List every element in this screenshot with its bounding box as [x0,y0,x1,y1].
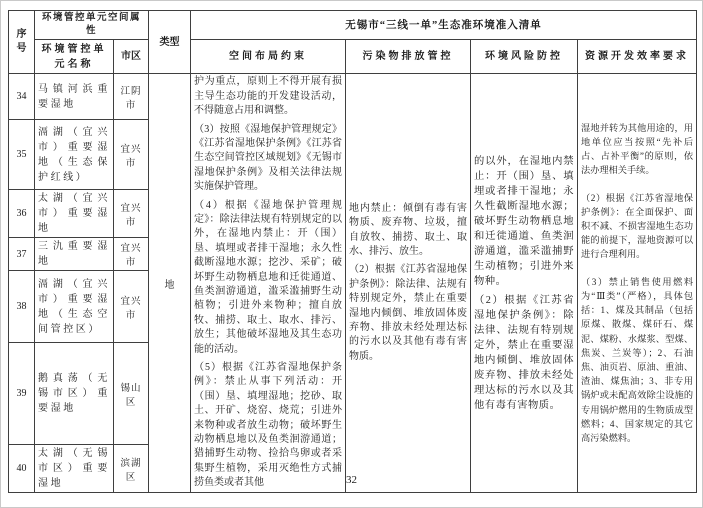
paragraph: （5）根据《江苏省湿地保护条例》：禁止从事下列活动：开（围）垦、填埋湿地；挖砂、取土、开矿、烧窑、烧荒；引进外来物种或者放生动物；破坏野生动物栖息地以及鱼类洄游通道；猎捕野生动物、捡拾鸟卵或者采集野生植物，采用灭绝性方式捕捞鱼类或者其他 [194,362,343,489]
row-unit-name: 鹅真荡（无锡市区）重要湿地 [35,343,114,445]
row-unit-name: 三氿重要湿地 [35,238,114,271]
row-district: 滨湖区 [114,445,149,493]
paragraph: （3）按照《湿地保护管理规定》《江苏省湿地保护条例》《江苏省生态空间管控区域规划》《无锡市湿地保护条例》及相关法律法规实施保护管理。 [194,123,343,193]
row-serial-number: 37 [9,238,35,271]
row-serial-number: 38 [9,271,35,343]
paragraph: 地内禁止：倾倒有毒有害物质、废弃物、垃圾，擅自放牧、捕捞、取土、取水、排污、放生。 [349,202,468,257]
paragraph: （2）根据《江苏省湿地保护条例》：在全面保护、面积不减、不损害湿地生态功能的前提下，湿地资源可以进行合理利用。 [581,192,694,260]
header-spatial-layout-constraints: 空间布局约束 [191,40,346,74]
header-pollutant-discharge-control: 污染物排放管控 [346,40,471,74]
header-environmental-risk-control: 环境风险防控 [471,40,578,74]
paragraph: （2）根据《江苏省湿地保护条例》：除法律、法规有特别规定外，禁止在重要湿地内倾倒、堆放固体废弃物、排放未经处理达标的污水以及其他有毒有害物质。 [349,264,468,362]
row-serial-number: 40 [9,445,35,493]
table-row [9,74,697,120]
pollutant-discharge-control-text [346,74,471,493]
row-unit-name: 滆湖（宜兴市）重要湿地（生态空间管控区） [35,271,114,343]
type-value-cell: 地 [149,74,191,493]
resource-efficiency-text [578,74,697,493]
header-list-title: 无锡市“三线一单”生态准环境准入清单 [191,11,697,40]
row-district: 宜兴市 [114,120,149,190]
row-unit-name: 马镇河浜重要湿地 [35,74,114,120]
row-serial-number: 35 [9,120,35,190]
row-unit-name: 太湖（宜兴市）重要湿地 [35,190,114,238]
paragraph: （2）根据《江苏省湿地保护条例》：除法律、法规有特别规定外，禁止在重要湿地内倾倒、堆放固体废弃物、排放未经处理达标的污水以及其他有毒有害物质。 [474,294,575,411]
header-unit-spatial-attributes: 环境管控单元空间属性 [35,11,149,40]
paragraph: （4）根据《湿地保护管理规定》：除法律法规有特别规定的以外，在湿地内禁止：开（围）垦、填埋或者排干湿地；永久性截断湿地水源；挖沙、采矿；破坏野生动物栖息地和迁徙通道、鱼类洄游通道，滥采滥捕野生动植物；引进外来物种；擅自放牧、捕捞、取土、取水、排污、放生；其他破坏湿地及其生态功能的活动。 [194,199,343,355]
row-unit-name: 太湖（无锡市区）重要湿地 [35,445,114,493]
header-type: 类型 [149,11,191,74]
row-district: 宜兴市 [114,190,149,238]
row-unit-name: 滆湖（宜兴市）重要湿地（生态保护红线） [35,120,114,190]
header-resource-efficiency-requirements: 资源开发效率要求 [578,40,697,74]
header-serial-number: 序号 [9,11,35,74]
header-unit-name: 环境管控单元名称 [35,40,114,74]
header-district: 市区 [114,40,149,74]
spatial-layout-constraints-text [191,74,346,493]
paragraph: 湿地并转为其他用途的，用地单位应当按照“先补后占、占补平衡”的原则，依法办理相关手续。 [581,122,694,176]
environmental-risk-control-text [471,74,578,493]
page-number: 32 [346,474,357,486]
row-serial-number: 36 [9,190,35,238]
row-district: 宜兴市 [114,238,149,271]
row-serial-number: 39 [9,343,35,445]
paragraph: 护为重点，原则上不得开展有损主导生态功能的开发建设活动，不得随意占用和调整。 [194,76,343,117]
row-district: 江阴市 [114,74,149,120]
environment-control-table [8,10,697,493]
row-district: 锡山区 [114,343,149,445]
row-serial-number: 34 [9,74,35,120]
paragraph: （3）禁止销售使用燃料为“Ⅲ类”（严格），具体包括：1、煤及其制品（包括原煤、散煤、煤矸石、煤泥、煤粉、水煤浆、型煤、焦炭、兰炭等）；2、石油焦、油页岩、原油、重油、渣油、煤焦油；3、非专用锅炉或未配高效除尘设施的专用锅炉燃用的生物质成型燃料；4、国家规定的其它高污染燃料。 [581,276,694,443]
row-district: 宜兴市 [114,271,149,343]
paragraph: 的以外，在湿地内禁止：开（围）垦、填埋或者排干湿地；永久性截断湿地水源；破坏野生动物栖息地和迁徙通道、鱼类洄游通道，滥采滥捕野生动植物；引进外来物种。 [474,155,575,287]
